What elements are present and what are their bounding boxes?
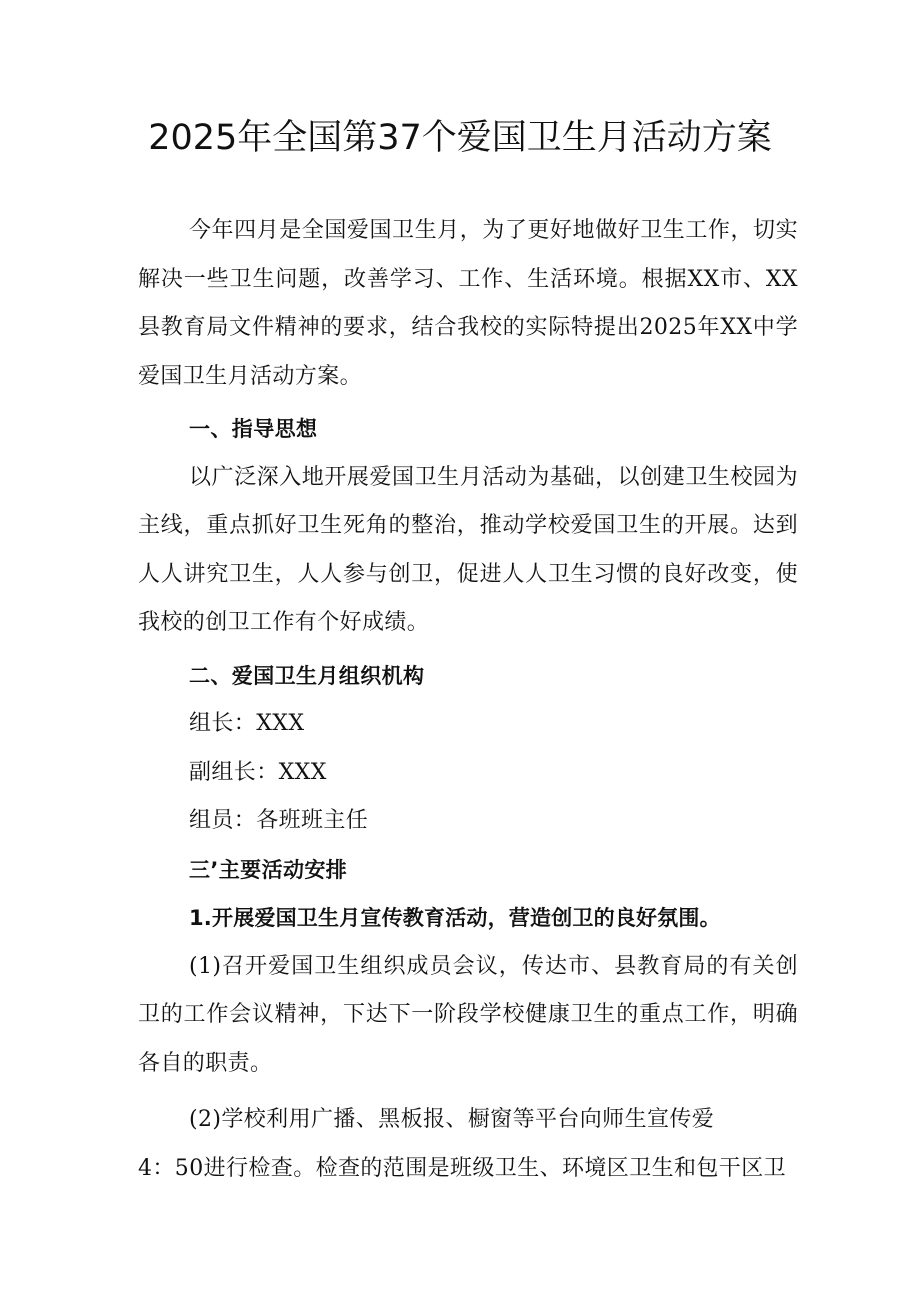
intro-paragraph: 今年四月是全国爱国卫生月，为了更好地做好卫生工作，切实解决一些卫生问题，改善学习、工作、生活环境。根据XX市、XX县教育局文件精神的要求，结合我校的实际特提出2025年XX中学爱国卫生月活动方案。: [138, 218, 798, 389]
leader-line: 组长：XXX: [189, 711, 305, 736]
item-2-continuation: 4：50进行检查。检查的范围是班级卫生、环境区卫生和包干区卫: [138, 1155, 786, 1181]
section-3-subheading: 1.开展爱国卫生月宣传教育活动，营造创卫的良好氛围。: [189, 906, 721, 930]
document-body: [138, 207, 798, 1193]
section-2-heading: 二、爱国卫生月组织机构: [189, 663, 425, 688]
members-line: 组员：各班班主任: [189, 808, 369, 833]
item-2-paragraph: (2)学校利用广播、黑板报、橱窗等平台向师生宣传爱: [189, 1107, 715, 1132]
deputy-leader-line: 副组长：XXX: [189, 759, 327, 785]
item-1-paragraph: (1)召开爱国卫生组织成员会议，传达市、县教育局的有关创卫的工作会议精神，下达下一阶段学校健康卫生的重点工作，明确各自的职责。: [138, 953, 798, 1076]
section-1-paragraph: 以广泛深入地开展爱国卫生月活动为基础，以创建卫生校园为主线，重点抓好卫生死角的整治，推动学校爱国卫生的开展。达到人人讲究卫生，人人参与创卫，促进人人卫生习惯的良好改变，使我校的创卫工作有个好成绩。: [138, 464, 798, 635]
section-1-heading: 一、指导思想: [189, 417, 318, 441]
document-title: 2025年全国第37个爱国卫生月活动方案: [148, 118, 772, 158]
section-3-heading: 三’主要活动安排: [189, 857, 348, 882]
